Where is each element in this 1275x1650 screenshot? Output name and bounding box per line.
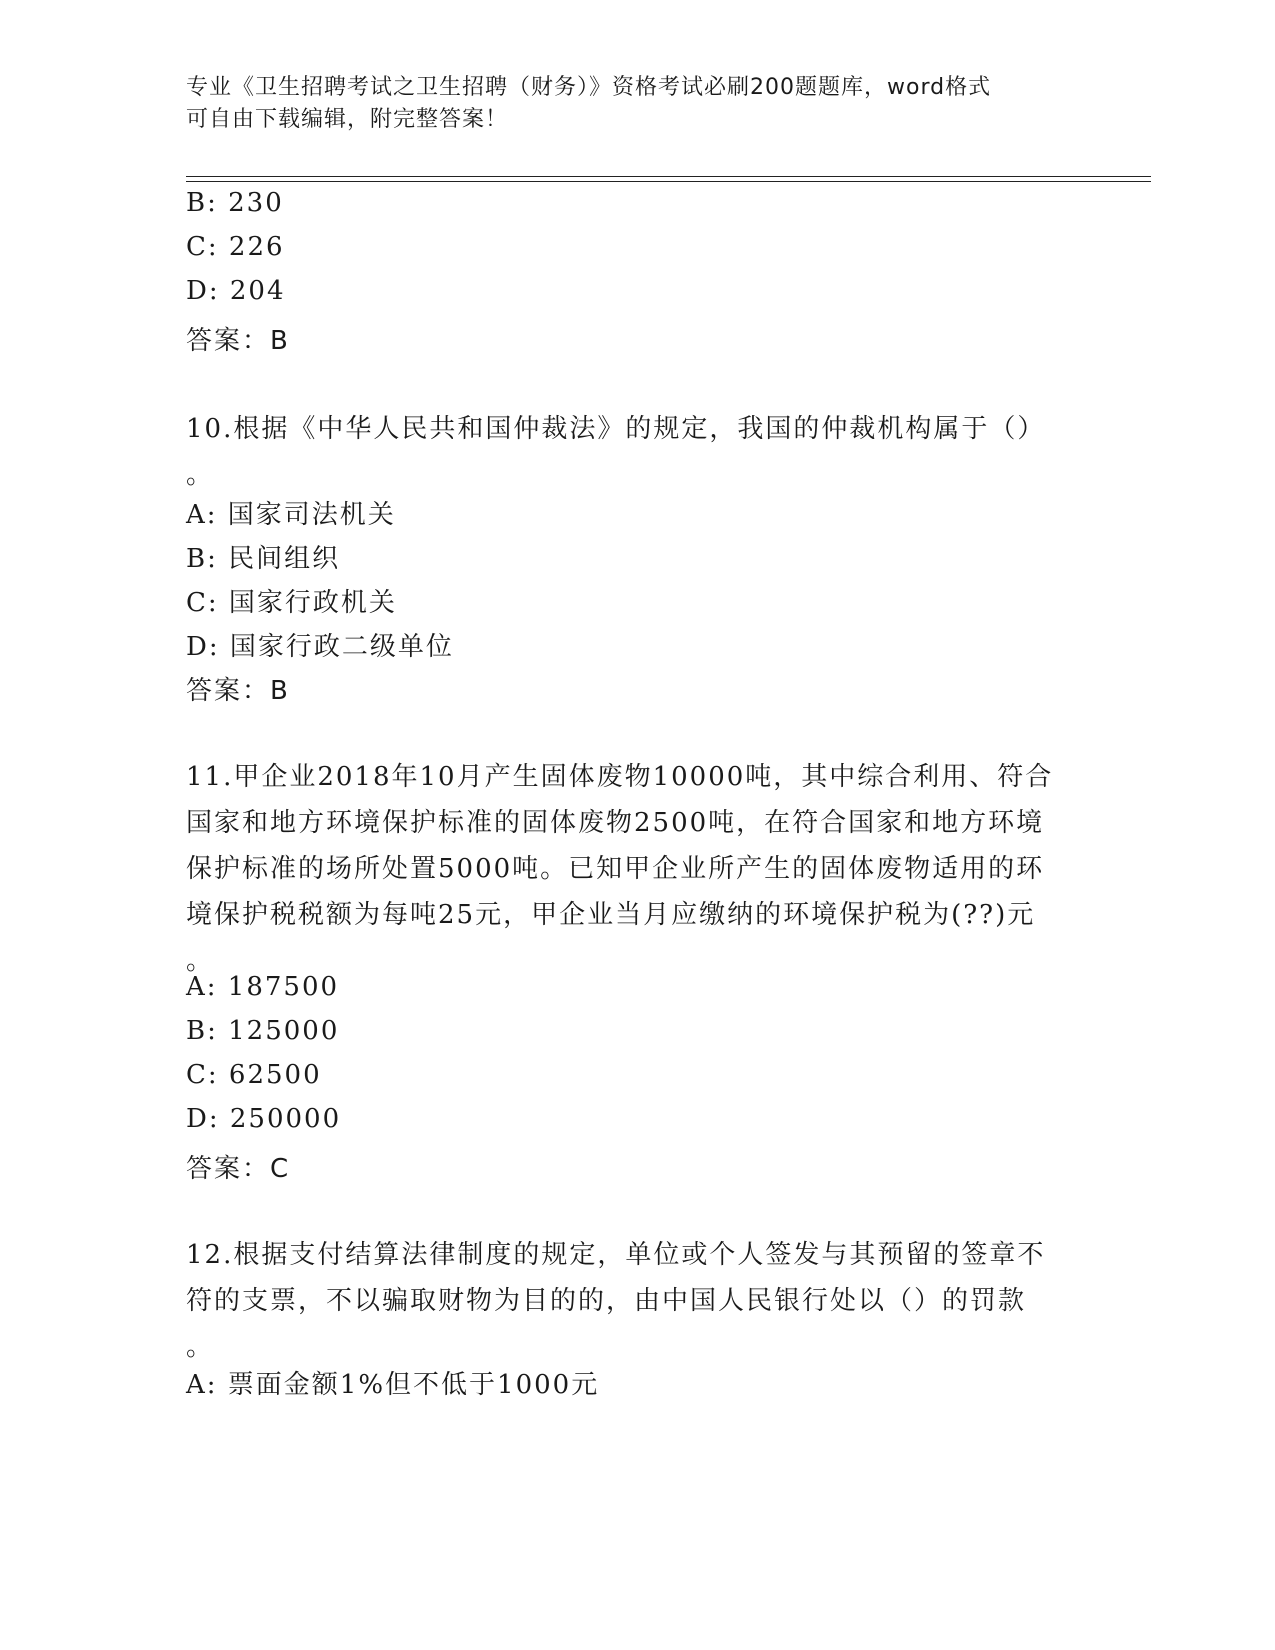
header-rule-bottom [186,181,1151,182]
header-line-2: 可自由下载编辑，附完整答案！ [186,107,509,132]
q9-answer: 答案：B [186,326,290,356]
q10-option-b: B: 民间组织 [186,544,341,574]
header-rule-top [186,176,1151,177]
q11-stem-line-3: 保护标准的场所处置5000吨。已知甲企业所产生的固体废物适用的环 [186,854,1045,884]
q11-option-a: A: 187500 [186,972,340,1002]
q12-stem [186,1232,1086,1370]
q10-option-c: C: 国家行政机关 [186,588,397,618]
q11-stem-line-1: 11.甲企业2018年10月产生固体废物10000吨，其中综合利用、符合 [186,762,1054,792]
header-line-1: 专业《卫生招聘考试之卫生招聘（财务）》资格考试必刷200题题库，word格式 [186,75,992,100]
q9-option-d: D: 204 [186,276,286,306]
q10-stem-line-2: 。 [186,460,215,490]
q11-stem-line-5: 。 [186,946,215,976]
q11-answer: 答案：C [186,1154,291,1184]
q9-option-b: B: 230 [186,188,284,218]
q9-option-c: C: 226 [186,232,285,262]
q12-stem-line-2: 符的支票，不以骗取财物为目的的，由中国人民银行处以（）的罚款 [186,1286,1027,1316]
q12-stem-line-3: 。 [186,1332,215,1362]
q11-option-b: B: 125000 [186,1016,340,1046]
q10-stem-line-1: 10.根据《中华人民共和国仲裁法》的规定，我国的仲裁机构属于（） [186,414,1046,444]
q10-stem [186,406,1086,498]
q11-stem [186,754,1086,984]
q12-option-a: A: 票面金额1%但不低于1000元 [186,1370,600,1400]
q11-option-d: D: 250000 [186,1104,342,1134]
q11-stem-line-4: 境保护税税额为每吨25元，甲企业当月应缴纳的环境保护税为(??)元 [186,900,1036,930]
q10-answer: 答案：B [186,676,290,706]
q11-option-c: C: 62500 [186,1060,322,1090]
q11-stem-line-2: 国家和地方环境保护标准的固体废物2500吨，在符合国家和地方环境 [186,808,1045,838]
q10-option-a: A: 国家司法机关 [186,500,396,530]
document-header [186,72,1066,136]
q12-stem-line-1: 12.根据支付结算法律制度的规定，单位或个人签发与其预留的签章不 [186,1240,1046,1270]
q10-option-d: D: 国家行政二级单位 [186,632,454,662]
